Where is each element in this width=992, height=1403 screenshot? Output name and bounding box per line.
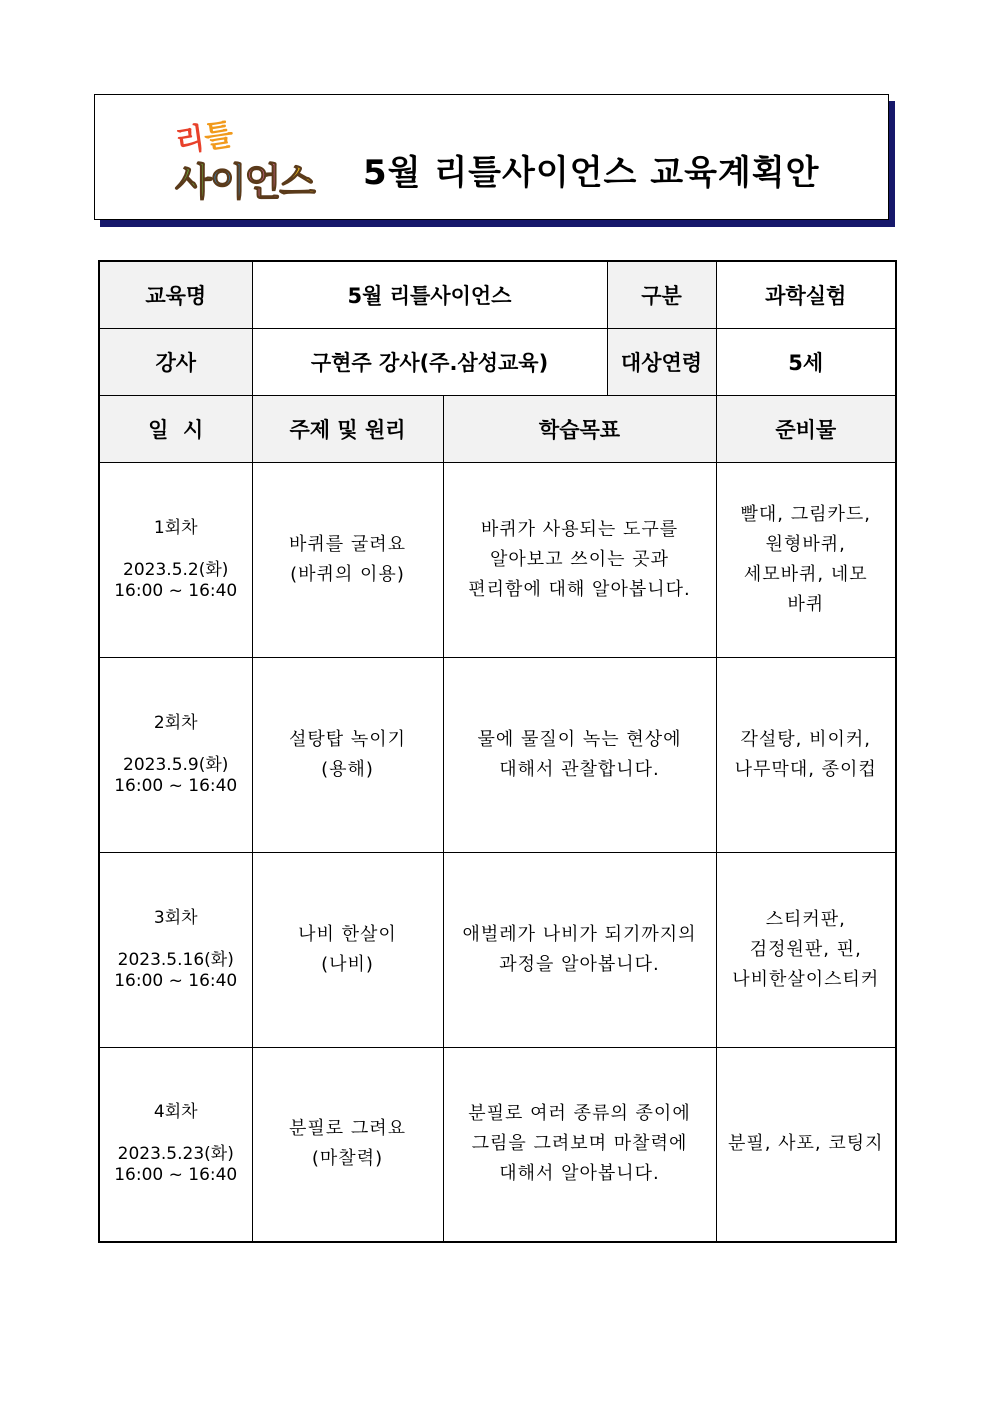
session-datetime xyxy=(99,462,252,657)
goal-line: 과정을 알아봅니다. xyxy=(499,953,660,975)
goal-line: 물에 물질이 녹는 현상에 xyxy=(477,728,682,750)
course-row xyxy=(99,261,896,328)
col-header-topic: 주제 및 원리 xyxy=(252,395,443,462)
session-round: 1회차 xyxy=(153,517,198,538)
session-date: 2023.5.16(화) xyxy=(117,949,234,970)
goal-line: 대해서 관찰합니다. xyxy=(499,758,660,780)
session-time: 16:00 ~ 16:40 xyxy=(114,775,238,796)
age-label: 대상연령 xyxy=(607,328,716,395)
column-header-row xyxy=(99,395,896,462)
materials-line: 원형바퀴, xyxy=(765,533,846,555)
session-row xyxy=(99,1047,896,1242)
logo-bottom-text xyxy=(175,151,314,206)
topic-line: 설탕탑 녹이기 xyxy=(288,728,407,750)
session-materials xyxy=(716,462,896,657)
course-label: 교육명 xyxy=(99,261,252,328)
session-datetime xyxy=(99,657,252,852)
materials-line: 각설탕, 비이커, xyxy=(740,728,871,750)
logo-top-char-2: 틀 xyxy=(202,117,236,156)
category-value: 과학실험 xyxy=(716,261,896,328)
materials-line: 세모바퀴, 네모 xyxy=(743,563,868,585)
materials-line: 분필, 사포, 코팅지 xyxy=(727,1133,884,1155)
session-topic xyxy=(252,657,443,852)
session-goal xyxy=(443,462,716,657)
topic-line: (마찰력) xyxy=(311,1148,384,1170)
age-value: 5세 xyxy=(716,328,896,395)
course-value: 5월 리틀사이언스 xyxy=(252,261,607,328)
session-round: 4회차 xyxy=(153,1102,198,1123)
goal-line: 분필로 여러 종류의 종이에 xyxy=(468,1103,691,1125)
instructor-row xyxy=(99,328,896,395)
goal-line: 대해서 알아봅니다. xyxy=(499,1163,660,1185)
session-datetime xyxy=(99,852,252,1047)
logo-bottom-char-4: 스 xyxy=(279,160,314,204)
col-header-goal: 학습목표 xyxy=(443,395,716,462)
topic-line: (나비) xyxy=(321,953,374,975)
materials-line: 나비한살이스티커 xyxy=(732,968,880,990)
session-topic xyxy=(252,852,443,1047)
topic-line: 바퀴를 굴려요 xyxy=(288,533,407,555)
session-topic xyxy=(252,1047,443,1242)
instructor-value: 구현주 강사(주.삼성교육) xyxy=(252,328,607,395)
session-date: 2023.5.23(화) xyxy=(117,1144,234,1165)
session-goal xyxy=(443,1047,716,1242)
session-goal xyxy=(443,657,716,852)
goal-line: 편리함에 대해 알아봅니다. xyxy=(468,578,691,600)
session-time: 16:00 ~ 16:40 xyxy=(114,1165,238,1186)
session-topic xyxy=(252,462,443,657)
logo-top-char-1: 리 xyxy=(173,121,207,160)
goal-line: 바퀴가 사용되는 도구를 xyxy=(480,518,679,540)
materials-line: 검정원판, 핀, xyxy=(749,938,862,960)
materials-line: 나무막대, 종이컵 xyxy=(734,758,877,780)
title-box xyxy=(94,94,889,220)
logo-bottom-char-2: 이 xyxy=(209,160,245,204)
materials-line: 스티커판, xyxy=(765,908,846,930)
session-row xyxy=(99,852,896,1047)
session-date: 2023.5.2(화) xyxy=(123,559,229,580)
session-time: 16:00 ~ 16:40 xyxy=(114,580,238,601)
session-datetime xyxy=(99,1047,252,1242)
col-header-materials: 준비물 xyxy=(716,395,896,462)
topic-line: 나비 한살이 xyxy=(298,923,397,945)
education-plan-table xyxy=(98,260,897,1243)
goal-line: 그림을 그려보며 마찰력에 xyxy=(471,1133,688,1155)
session-round: 2회차 xyxy=(153,712,198,733)
materials-line: 바퀴 xyxy=(787,593,825,615)
session-materials xyxy=(716,1047,896,1242)
session-materials xyxy=(716,852,896,1047)
logo-bottom-char-3: 언 xyxy=(244,160,280,204)
materials-line: 빨대, 그림카드, xyxy=(740,503,871,525)
topic-line: (용해) xyxy=(321,758,374,780)
goal-line: 알아보고 쓰이는 곳과 xyxy=(490,548,669,570)
goal-line: 애벌레가 나비가 되기까지의 xyxy=(462,923,697,945)
col-header-date: 일 시 xyxy=(99,395,252,462)
session-row xyxy=(99,462,896,657)
little-science-logo xyxy=(171,109,336,209)
instructor-label: 강사 xyxy=(99,328,252,395)
logo-bottom-char-1: 사 xyxy=(175,160,210,204)
topic-line: (바퀴의 이용) xyxy=(290,563,405,585)
session-date: 2023.5.9(화) xyxy=(123,754,229,775)
session-round: 3회차 xyxy=(153,907,198,928)
topic-line: 분필로 그려요 xyxy=(288,1118,407,1140)
session-time: 16:00 ~ 16:40 xyxy=(114,970,238,991)
session-goal xyxy=(443,852,716,1047)
session-materials xyxy=(716,657,896,852)
session-row xyxy=(99,657,896,852)
page-title: 5월 리틀사이언스 교육계획안 xyxy=(363,153,820,193)
category-label: 구분 xyxy=(607,261,716,328)
